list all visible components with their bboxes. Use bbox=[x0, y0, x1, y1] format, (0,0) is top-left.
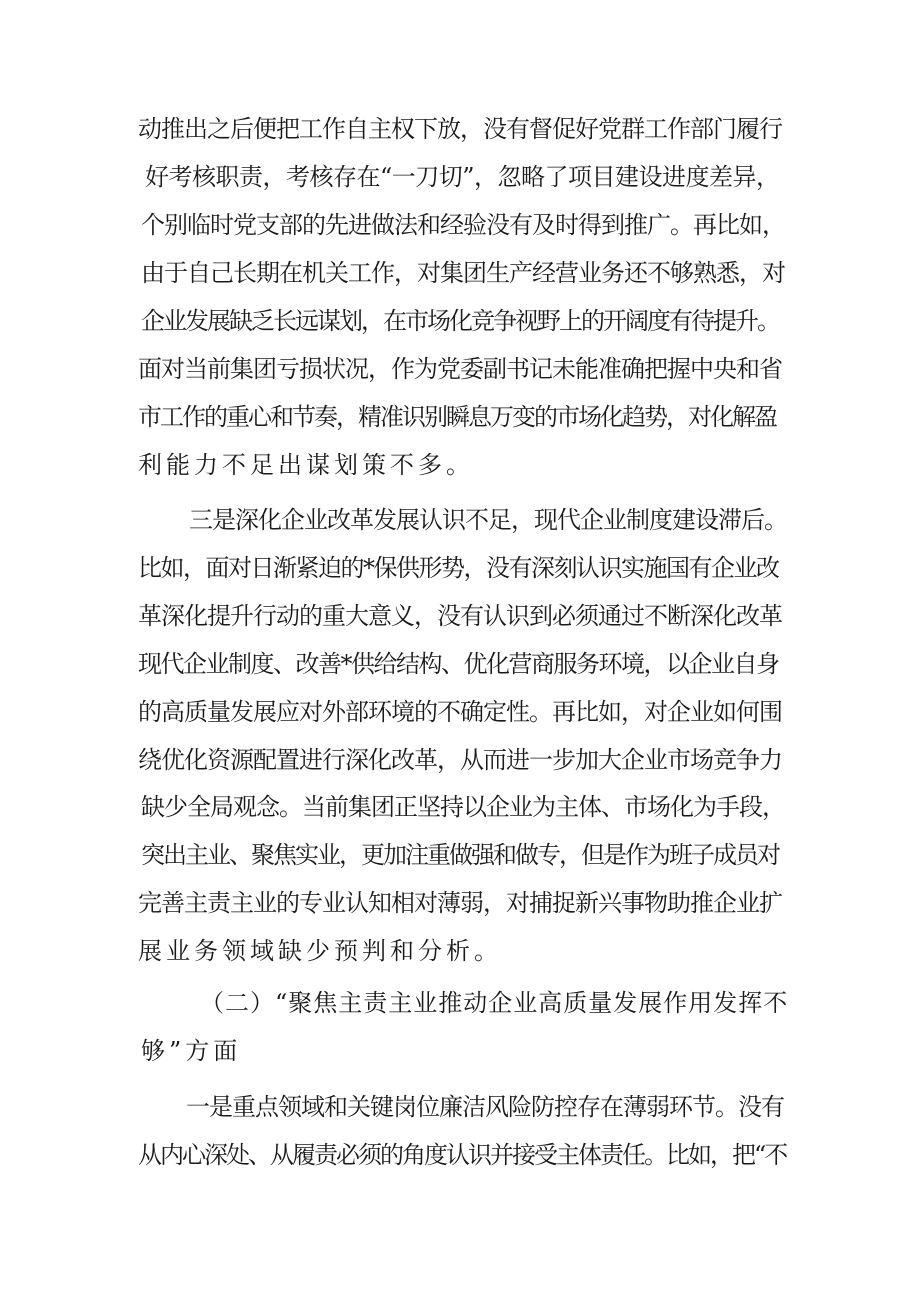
text-line: 现代企业制度、改善*供给结构、优化营商服务环境，以企业自身 bbox=[138, 650, 779, 678]
text-line: 个别临时党支部的先进做法和经验没有及时得到推广。再比如， bbox=[141, 211, 785, 239]
text-line: 一是重点领域和关键岗位廉洁风险防控存在薄弱环节。没有 bbox=[186, 1093, 784, 1121]
text-line: 好考核职责，考核存在“一刀切”，忽略了项目建设进度差异， bbox=[145, 163, 780, 191]
text-line: 由于自己长期在机关工作，对集团生产经营业务还不够熟悉，对 bbox=[141, 259, 785, 287]
text-line: 面对当前集团亏损状况，作为党委副书记未能准确把握中央和省 bbox=[138, 355, 782, 383]
text-line: 完善主责主业的专业认知相对薄弱，对捕捉新兴事物助推企业扩 bbox=[138, 889, 782, 917]
text-line: 突出主业、聚焦实业，更加注重做强和做专，但是作为班子成员对 bbox=[141, 841, 779, 869]
text-line: 比如，面对日渐紧迫的*保供形势，没有深刻认识实施国有企业改 bbox=[138, 554, 779, 582]
text-line: 革深化提升行动的重大意义，没有认识到必须通过不断深化改革 bbox=[138, 602, 782, 630]
text-line: 利能力不足出谋划策不多。 bbox=[138, 451, 474, 479]
text-line: 展业务领域缺少预判和分析。 bbox=[138, 937, 502, 965]
text-line: 绕优化资源配置进行深化改革，从而进一步加大企业市场竞争力 bbox=[138, 746, 782, 774]
text-line: 市工作的重心和节奏，精准识别瞬息万变的市场化趋势，对化解盈 bbox=[138, 403, 776, 431]
text-line: 动推出之后便把工作自主权下放，没有督促好党群工作部门履行 bbox=[138, 115, 782, 143]
text-line: 的高质量发展应对外部环境的不确定性。再比如，对企业如何围 bbox=[138, 698, 782, 726]
text-line: 企业发展缺乏长远谋划，在市场化竞争视野上的开阔度有待提升。 bbox=[141, 307, 779, 335]
section-heading: （二）“聚焦主责主业推动企业高质量发展作用发挥不 bbox=[200, 989, 789, 1017]
text-line: 缺少全局观念。当前集团正坚持以企业为主体、市场化为手段， bbox=[141, 793, 785, 821]
text-line: 从内心深处、从履责必须的角度认识并接受主体责任。比如，把“不 bbox=[138, 1141, 787, 1169]
text-line: 三是深化企业改革发展认识不足，现代企业制度建设滞后。 bbox=[189, 506, 787, 534]
section-heading: 够”方面 bbox=[141, 1037, 242, 1065]
